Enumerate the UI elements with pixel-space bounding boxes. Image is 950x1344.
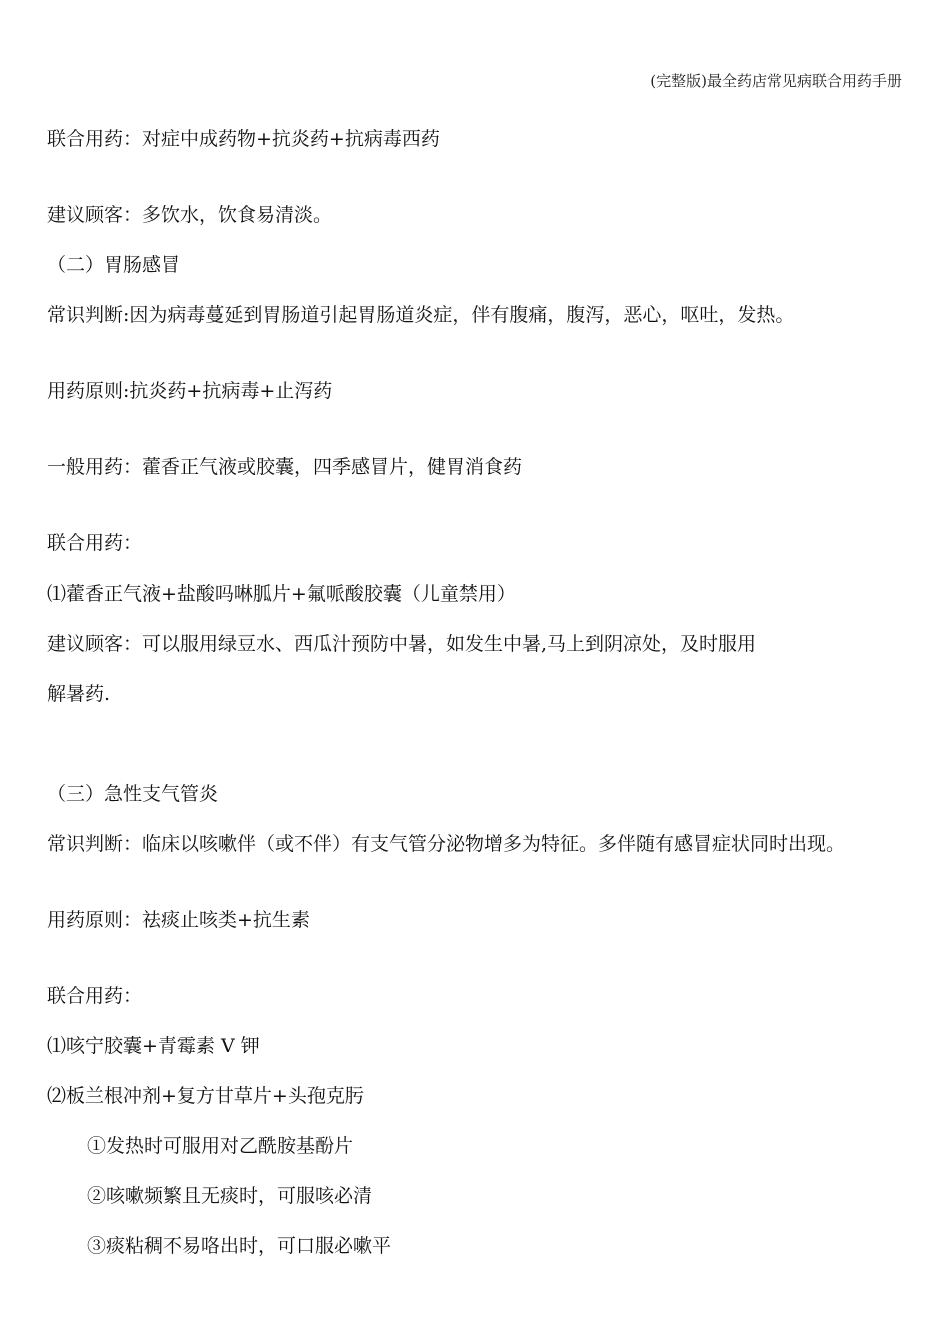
list-item: ⑴咳宁胶囊+青霉素 V 钾 [47,1035,260,1057]
text-line: 用药原则：祛痰止咳类+抗生素 [47,909,310,931]
text-line: 用药原则:抗炎药+抗病毒+止泻药 [47,380,333,402]
sub-list-item: ②咳嗽频繁且无痰时，可服咳必清 [87,1185,373,1207]
text-line: 常识判断：临床以咳嗽伴（或不伴）有支气管分泌物增多为特征。多伴随有感冒症状同时出现。 [47,833,846,855]
text-line: 建议顾客：多饮水，饮食易清淡。 [47,204,333,226]
text-line: 建议顾客：可以服用绿豆水、西瓜汁预防中暑，如发生中暑,马上到阴凉处，及时服用 [47,633,757,655]
list-item: ⑴藿香正气液+盐酸吗啉胍片+氟哌酸胶囊（儿童禁用） [47,583,516,605]
sub-list-item: ①发热时可服用对乙酰胺基酚片 [87,1135,354,1157]
section-heading: （二）胃肠感冒 [47,254,181,276]
list-item: ⑵板兰根冲剂+复方甘草片+头孢克肟 [47,1085,364,1107]
section-heading: （三）急性支气管炎 [47,783,219,805]
text-line: 常识判断:因为病毒蔓延到胃肠道引起胃肠道炎症，伴有腹痛，腹泻，恶心，呕吐，发热。 [47,304,795,326]
sub-list-item: ③痰粘稠不易咯出时，可口服必嗽平 [87,1235,392,1257]
text-line: 联合用药： [47,985,143,1007]
text-line: 联合用药：对症中成药物+抗炎药+抗病毒西药 [47,128,440,150]
text-line: 联合用药： [47,532,143,554]
running-header: (完整版)最全药店常见病联合用药手册 [650,72,902,90]
text-line: 一般用药：藿香正气液或胶囊，四季感冒片，健胃消食药 [47,456,523,478]
text-line: 解暑药. [47,683,111,705]
